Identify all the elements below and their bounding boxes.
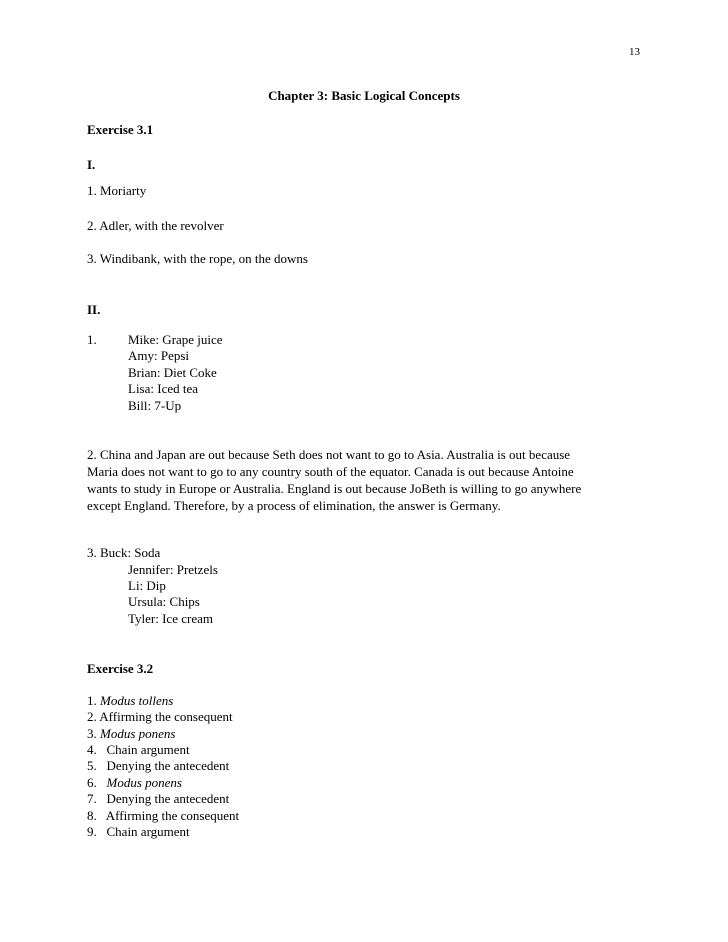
part-1-item: 2. Adler, with the revolver <box>87 218 224 233</box>
paragraph-line: wants to study in Europe or Australia. England is out because JoBeth is willing to go anywhere <box>87 481 582 496</box>
item-text: Denying the antecedent <box>106 791 230 806</box>
answer-line: Amy: Pepsi <box>128 348 190 363</box>
paragraph-line: except England. Therefore, by a process of elimination, the answer is Germany. <box>87 498 501 513</box>
list-item <box>87 726 175 743</box>
list-item <box>87 709 233 726</box>
list-item <box>87 758 229 775</box>
item-number: 6. <box>87 775 107 790</box>
part-1-item: 1. Moriarty <box>87 183 147 198</box>
item-text: Modus tollens <box>100 693 174 708</box>
paragraph-line: 2. China and Japan are out because Seth does not want to go to Asia. Australia is out because <box>87 447 571 462</box>
item-text: Modus ponens <box>100 726 176 741</box>
answer-line: Brian: Diet Coke <box>128 365 217 380</box>
item-number: 8. <box>87 808 106 823</box>
chapter-title: Chapter 3: Basic Logical Concepts <box>268 88 460 103</box>
item-number: 1. <box>87 693 100 708</box>
answer-line: Li: Dip <box>128 578 166 593</box>
item-number: 7. <box>87 791 107 806</box>
answer-line: Lisa: Iced tea <box>128 381 199 396</box>
part-1-label: I. <box>87 157 96 172</box>
item-text: Denying the antecedent <box>106 758 230 773</box>
list-item <box>87 775 182 792</box>
answer-line: Ursula: Chips <box>128 594 200 609</box>
page-number: 13 <box>629 46 640 58</box>
list-item <box>87 824 190 841</box>
list-item <box>87 742 190 759</box>
exercise-3-1-heading: Exercise 3.1 <box>87 122 154 137</box>
answer-line: Jennifer: Pretzels <box>128 562 218 577</box>
item-text: Modus ponens <box>106 775 182 790</box>
part-1-item: 3. Windibank, with the rope, on the downs <box>87 251 308 266</box>
answer-line: Mike: Grape juice <box>128 332 223 347</box>
item-number: 3. <box>87 726 100 741</box>
item-text: Chain argument <box>106 824 190 839</box>
paragraph-line: Maria does not want to go to any country south of the equator. Canada is out because Antoine <box>87 464 574 479</box>
item-text: Affirming the consequent <box>99 709 233 724</box>
item-number: 4. <box>87 742 107 757</box>
item-number: 2. <box>87 709 100 724</box>
item-number: 9. <box>87 824 107 839</box>
answer-line: Tyler: Ice cream <box>128 611 213 626</box>
list-item <box>87 693 173 710</box>
part-2-label: II. <box>87 302 101 317</box>
item-text: Affirming the consequent <box>105 808 240 823</box>
item-number: 5. <box>87 758 107 773</box>
question-2-paragraph <box>87 446 647 514</box>
question-number: 1. <box>87 332 97 347</box>
list-item <box>87 791 229 808</box>
item-text: Chain argument <box>106 742 190 757</box>
exercise-3-2-heading: Exercise 3.2 <box>87 661 154 676</box>
answer-line: Bill: 7-Up <box>128 398 182 413</box>
list-item <box>87 808 239 825</box>
question-3-first-line: 3. Buck: Soda <box>87 545 161 560</box>
